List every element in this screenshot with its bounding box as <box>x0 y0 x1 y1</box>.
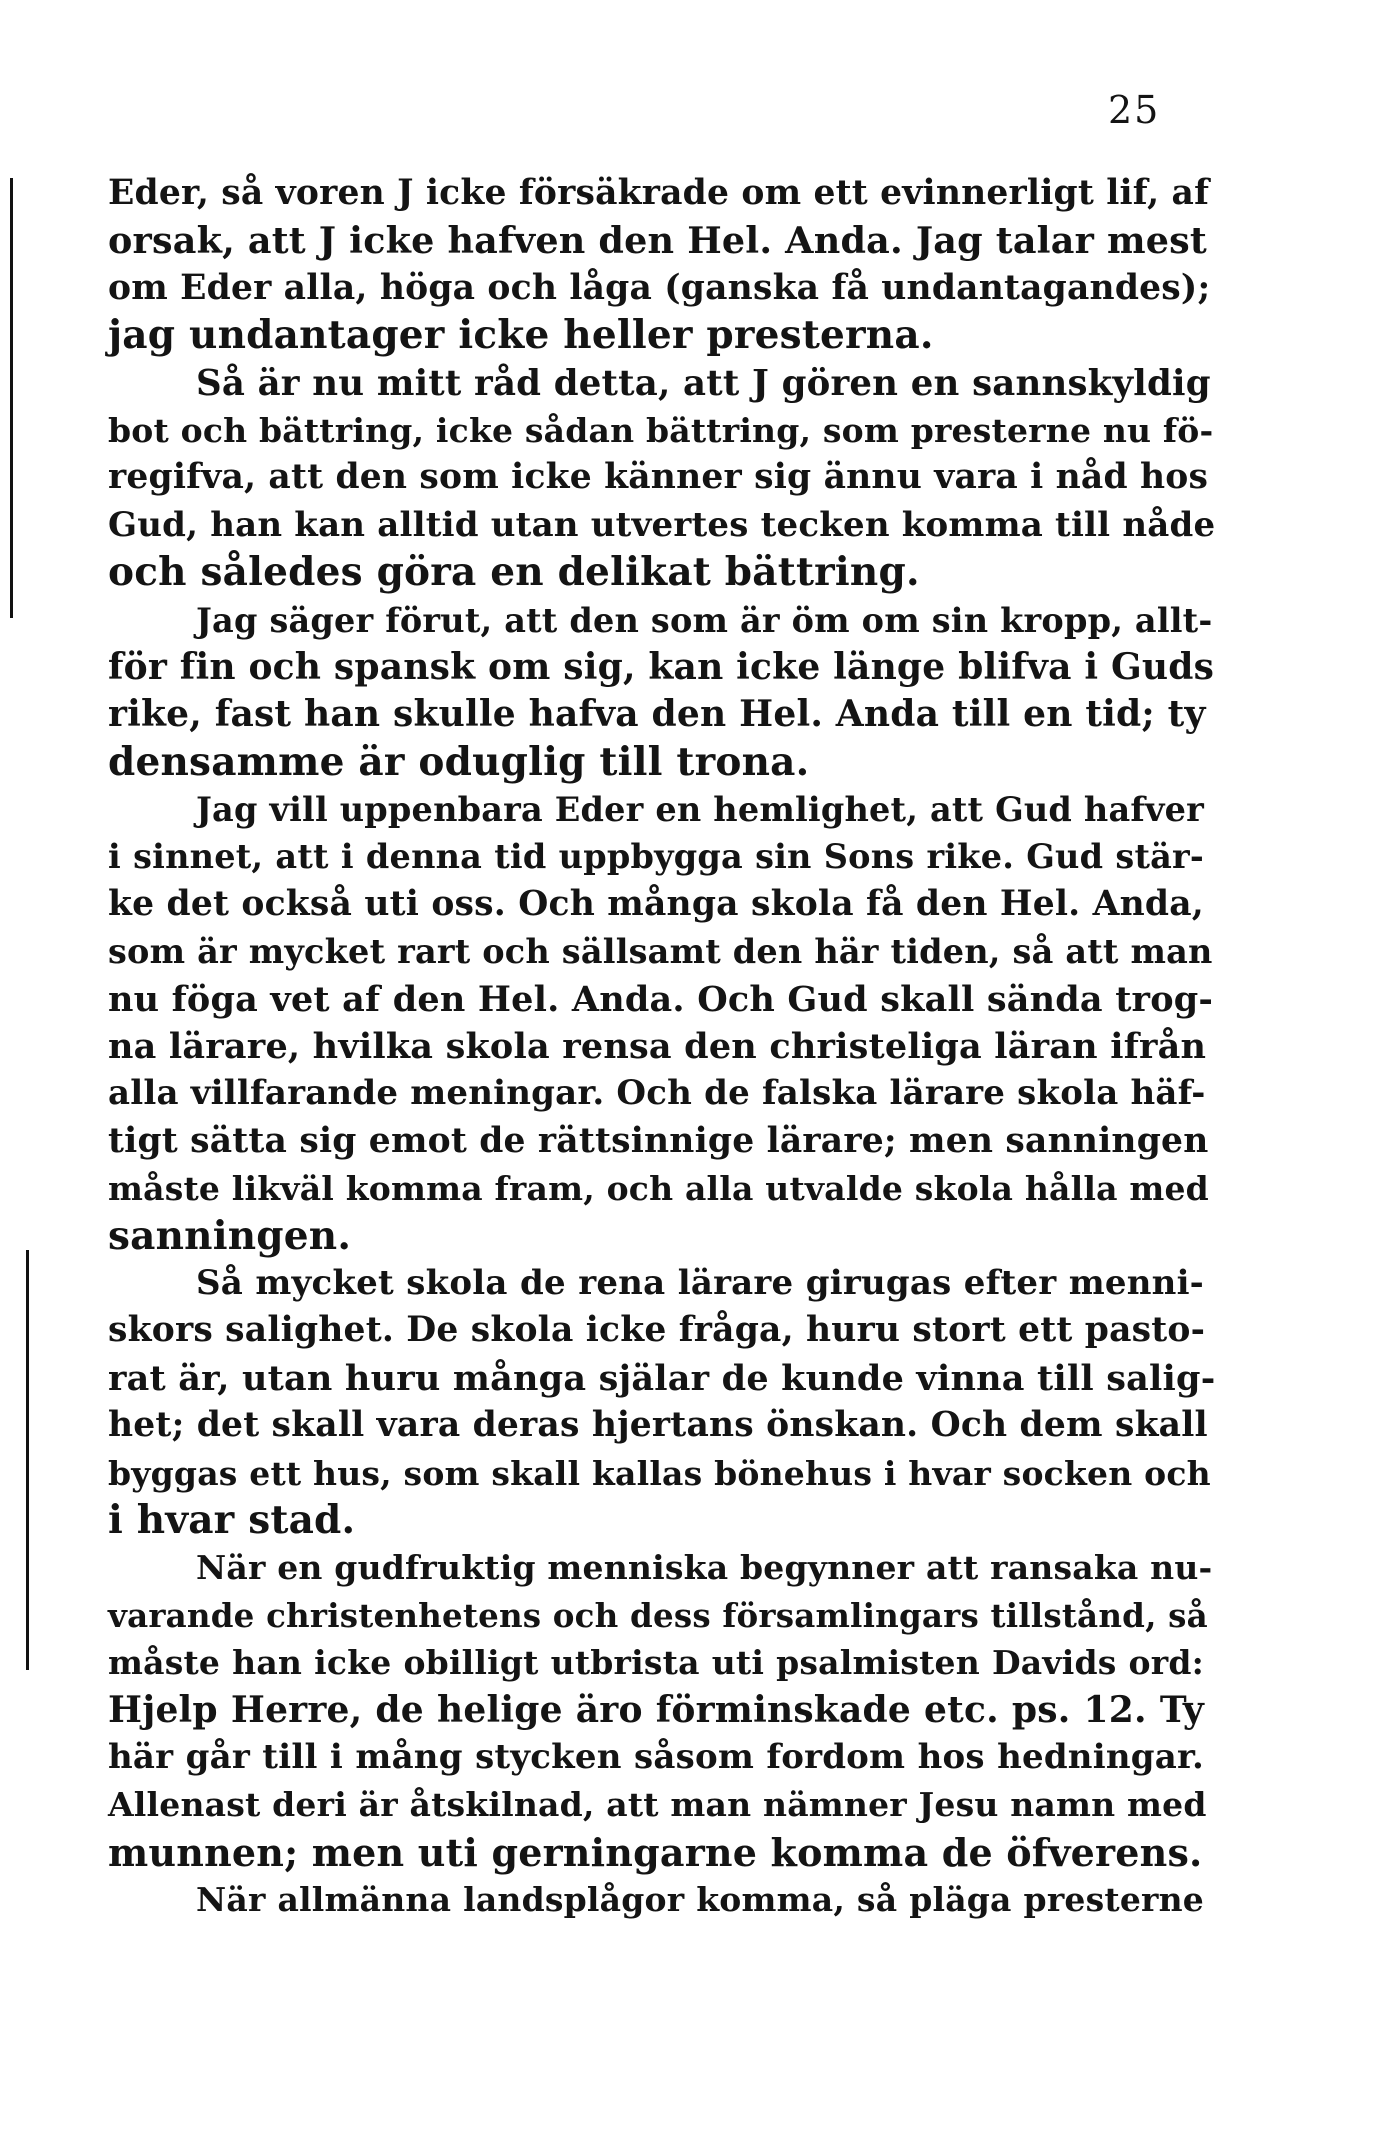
text-line: Hjelp Herre, de helige äro förminskade etc. ps. 12. Ty <box>108 1688 1204 1731</box>
text-line: rat är, utan huru många själar de kunde vinna till salig- <box>108 1357 1216 1399</box>
text-line: måste han icke obilligt utbrista uti psalmisten Davids ord: <box>108 1643 1204 1683</box>
text-line: varande christenhetens och dess församlingars tillstånd, så <box>108 1595 1208 1635</box>
text-line: Eder, så voren J icke försäkrade om ett evinnerligt lif, af <box>108 173 1210 213</box>
text-line: ke det också uti oss. Och många skola få den Hel. Anda, <box>108 883 1204 924</box>
text-line: Jag säger förut, att den som är öm om sin kropp, allt- <box>196 600 1213 640</box>
text-line: och således göra en delikat bättring. <box>108 549 920 596</box>
text-line: i hvar stad. <box>108 1496 356 1543</box>
text-line: tigt sätta sig emot de rättsinnige lärare; men sanningen <box>108 1120 1209 1161</box>
text-line: bot och bättring, icke sådan bättring, som presterne nu fö- <box>108 410 1214 450</box>
text-line: nu föga vet af den Hel. Anda. Och Gud skall sända trog- <box>108 978 1214 1020</box>
text-line: När en gudfruktig menniska begynner att ransaka nu- <box>196 1548 1213 1588</box>
margin-line-top <box>10 178 13 618</box>
text-line: regifva, att den som icke känner sig ännu vara i nåd hos <box>108 457 1209 498</box>
text-line: måste likväl komma fram, och alla utvalde skola hålla med <box>108 1169 1209 1209</box>
text-line: sanningen. <box>108 1212 352 1259</box>
text-line: Så mycket skola de rena lärare girugas efter menni- <box>196 1262 1204 1303</box>
text-line: Jag vill uppenbara Eder en hemlighet, att Gud hafver <box>196 790 1205 830</box>
page-number: 25 <box>1108 88 1161 132</box>
text-line: rike, fast han skulle hafva den Hel. Anda till en tid; ty <box>108 693 1206 736</box>
text-line: het; det skall vara deras hjertans önskan. Och dem skall <box>108 1405 1208 1446</box>
text-line: När allmänna landsplågor komma, så pläga presterne <box>196 1880 1204 1920</box>
text-line: Allenast deri är åtskilnad, att man nämner Jesu namn med <box>108 1785 1207 1825</box>
text-line: Gud, han kan alltid utan utvertes tecken komma till nåde <box>108 504 1216 545</box>
text-line: orsak, att J icke hafven den Hel. Anda. Jag talar mest <box>108 219 1207 263</box>
text-line: om Eder alla, höga och låga (ganska få undantagandes); <box>108 267 1211 308</box>
text-line: byggas ett hus, som skall kallas bönehus i hvar socken och <box>108 1453 1211 1493</box>
text-line: jag undantager icke heller presterna. <box>108 312 934 359</box>
body-text <box>108 170 1216 1923</box>
text-line: här går till i mång stycken såsom fordom hos hedningar. <box>108 1736 1204 1777</box>
text-line: na lärare, hvilka skola rensa den christeliga läran ifrån <box>108 1026 1207 1068</box>
text-line: skors salighet. De skola icke fråga, huru stort ett pasto- <box>108 1310 1206 1351</box>
text-line: alla villfarande meningar. Och de falska lärare skola häf- <box>108 1073 1206 1114</box>
text-line: i sinnet, att i denna tid uppbygga sin Sons rike. Gud stär- <box>108 837 1204 877</box>
text-line: Så är nu mitt råd detta, att J gören en sannskyldig <box>196 362 1211 404</box>
text-line: som är mycket rart och sällsamt den här tiden, så att man <box>108 932 1213 972</box>
text-line: densamme är oduglig till trona. <box>108 738 810 785</box>
text-line: munnen; men uti gerningarne komma de öfverens. <box>108 1829 1203 1875</box>
text-line: för fin och spansk om sig, kan icke länge blifva i Guds <box>108 645 1215 688</box>
margin-line-bottom <box>26 1250 29 1670</box>
